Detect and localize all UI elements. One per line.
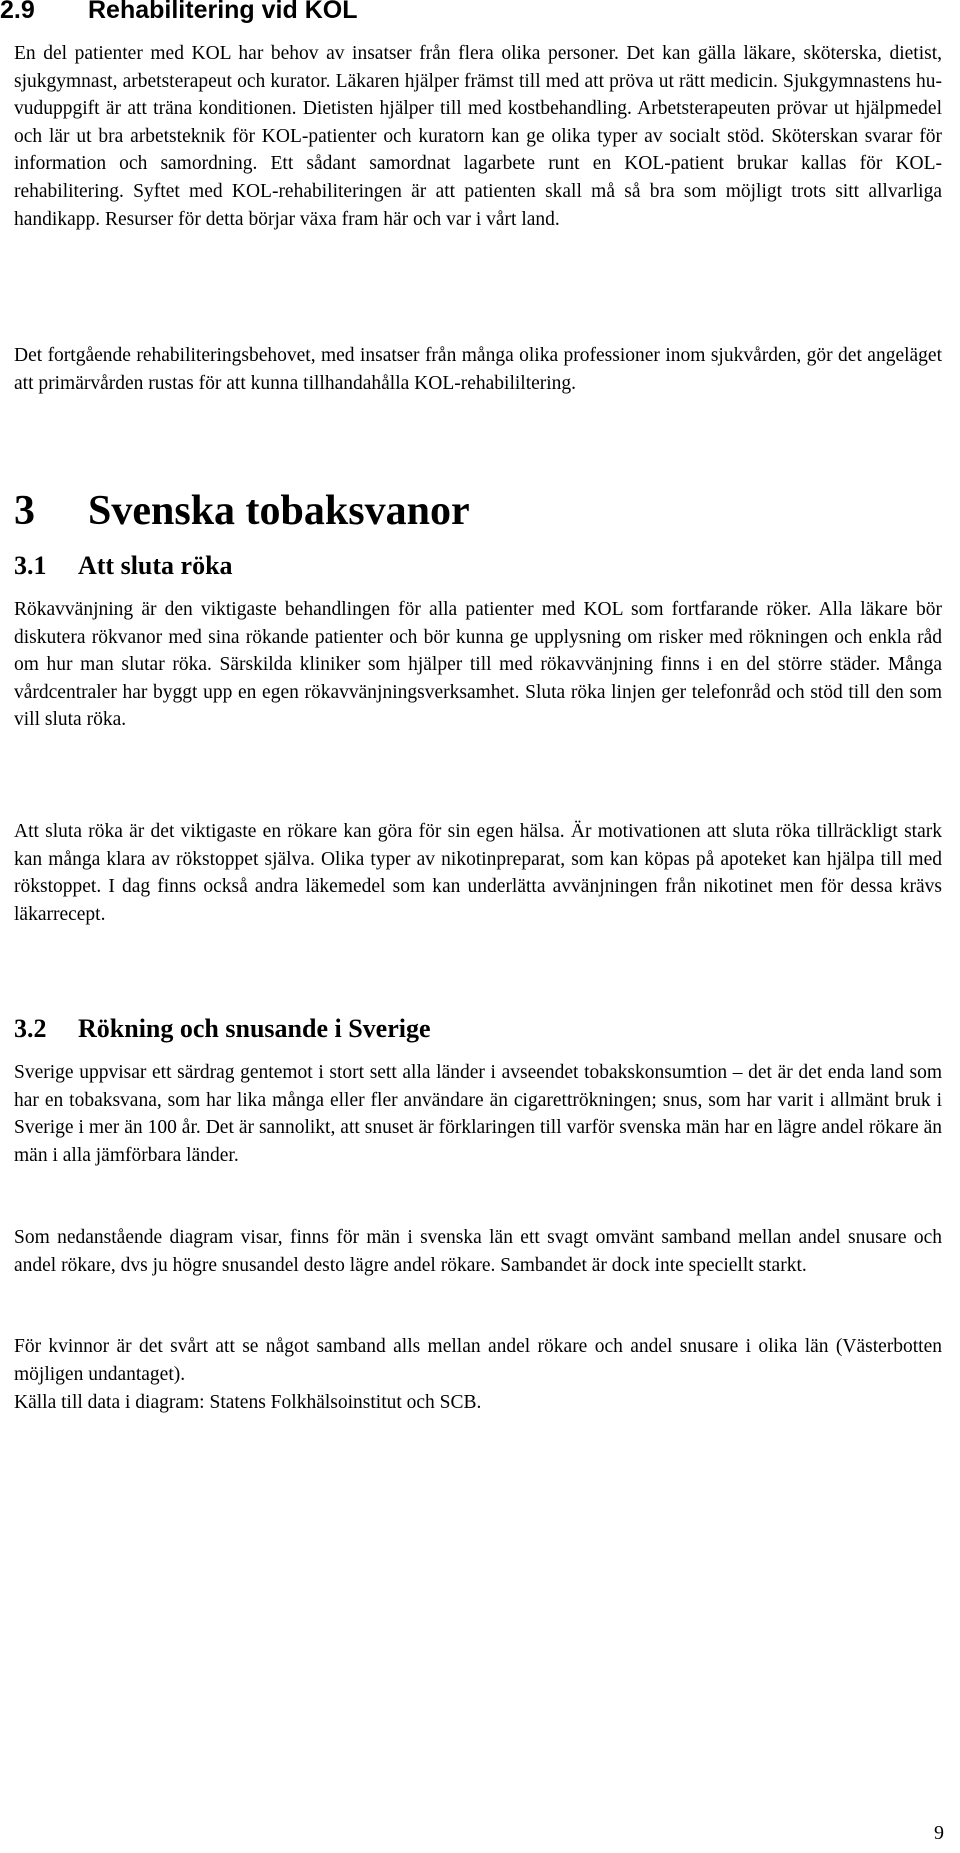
paragraph: En del patienter med KOL har behov av insatser från flera olika personer. Det kan gälla läkare, sköterska, dietist, sjukgymnast, arbetsterapeut och kurator. Läkaren hjälper främst till med att pröva ut rätt medicin. Sjukgymnastens huvuduppgift är att träna konditionen. Dietisten hjälper till med kostbehandling. Arbetsterapeuten prövar ut hjälpmedel och lär ut bra arbetsteknik för KOL-patienter och kuratorn kan ge olika typer av socialt stöd. Sköterskan svarar för information och samordning. Ett sådant samordnat lagarbete runt en KOL-patient brukar kallas för KOL-rehabilitering. Syftet med KOL-rehabiliteringen är att patienten skall må så bra som möjligt trots sitt allvarliga handikapp. Resurser för detta börjar växa fram här och var i vårt land. xyxy=(14,43,942,230)
section-2-9-heading xyxy=(0,0,357,25)
section-3-2-heading xyxy=(14,1012,431,1046)
paragraph: Det fortgående rehabiliteringsbehovet, med insatser från många olika professioner inom sjukvården, gör det angeläget att primärvården rustas för att kunna tillhandahålla KOL-rehabililtering. xyxy=(14,345,942,394)
section-3-1-heading xyxy=(14,549,233,583)
section-title: Att sluta röka xyxy=(78,551,233,580)
paragraph: Rökavvänjning är den viktigaste behandlingen för alla patienter med KOL som fortfarande röker. Alla läkare bör diskutera rökvanor med sina rökande patienter och bör kunna ge upplysning om risker med rökningen och enkla råd om hur man slutar röka. Särskilda kliniker som hjälper till med rökavvänjning finns i en del större städer. Många vårdcentraler har byggt upp en egen rökavvänjningsverksamhet. Sluta röka linjen ger telefonråd och stöd till den som vill sluta röka. xyxy=(14,599,942,731)
paragraph: Som nedanstående diagram visar, finns för män i svenska län ett svagt omvänt samband mellan andel snusare och andel rökare, dvs ju högre snusandel desto lägre andel rökare. Sambandet är dock inte speciellt starkt. xyxy=(14,1227,942,1276)
section-title: Rökning och snusande i Sverige xyxy=(78,1014,431,1043)
source-note: Källa till data i diagram: Statens Folkhälsoinstitut och SCB. xyxy=(14,1392,482,1413)
section-number: 2.9 xyxy=(0,0,35,24)
paragraph: Sverige uppvisar ett särdrag gentemot i stort sett alla länder i avseendet tobakskonsumtion – det är det enda land som har en tobaksvana, som har lika många eller fler användare än cigarettrökningen; snus, som har varit i allmänt bruk i Sverige i mer än 100 år. Det är sannolikt, att snuset är förklaringen till varför svenska män har en lägre andel rökare än män i alla jämförbara länder. xyxy=(14,1062,942,1166)
section-title: Rehabilitering vid KOL xyxy=(88,0,358,24)
section-number: 3.2 xyxy=(14,1014,47,1043)
paragraph: Att sluta röka är det viktigaste en rökare kan göra för sin egen hälsa. Är motivationen att sluta röka tillräckligt stark kan många klara av rökstoppet själva. Olika typer av nikotinpreparat, som kan köpas på apoteket kan hjälpa till med rökstoppet. I dag finns också andra läkemedel som kan underlätta avvänjningen från nikotinet men för dessa krävs läkarrecept. xyxy=(14,821,942,925)
chapter-title: Svenska tobaksvanor xyxy=(88,488,470,534)
chapter-number: 3 xyxy=(14,488,35,534)
section-number: 3.1 xyxy=(14,551,47,580)
chapter-3-heading xyxy=(14,483,470,539)
paragraph: För kvinnor är det svårt att se något samband alls mellan andel rökare och andel snusare i olika län (Västerbotten möjligen undantaget). xyxy=(14,1336,942,1385)
page-number: 9 xyxy=(934,1822,944,1844)
